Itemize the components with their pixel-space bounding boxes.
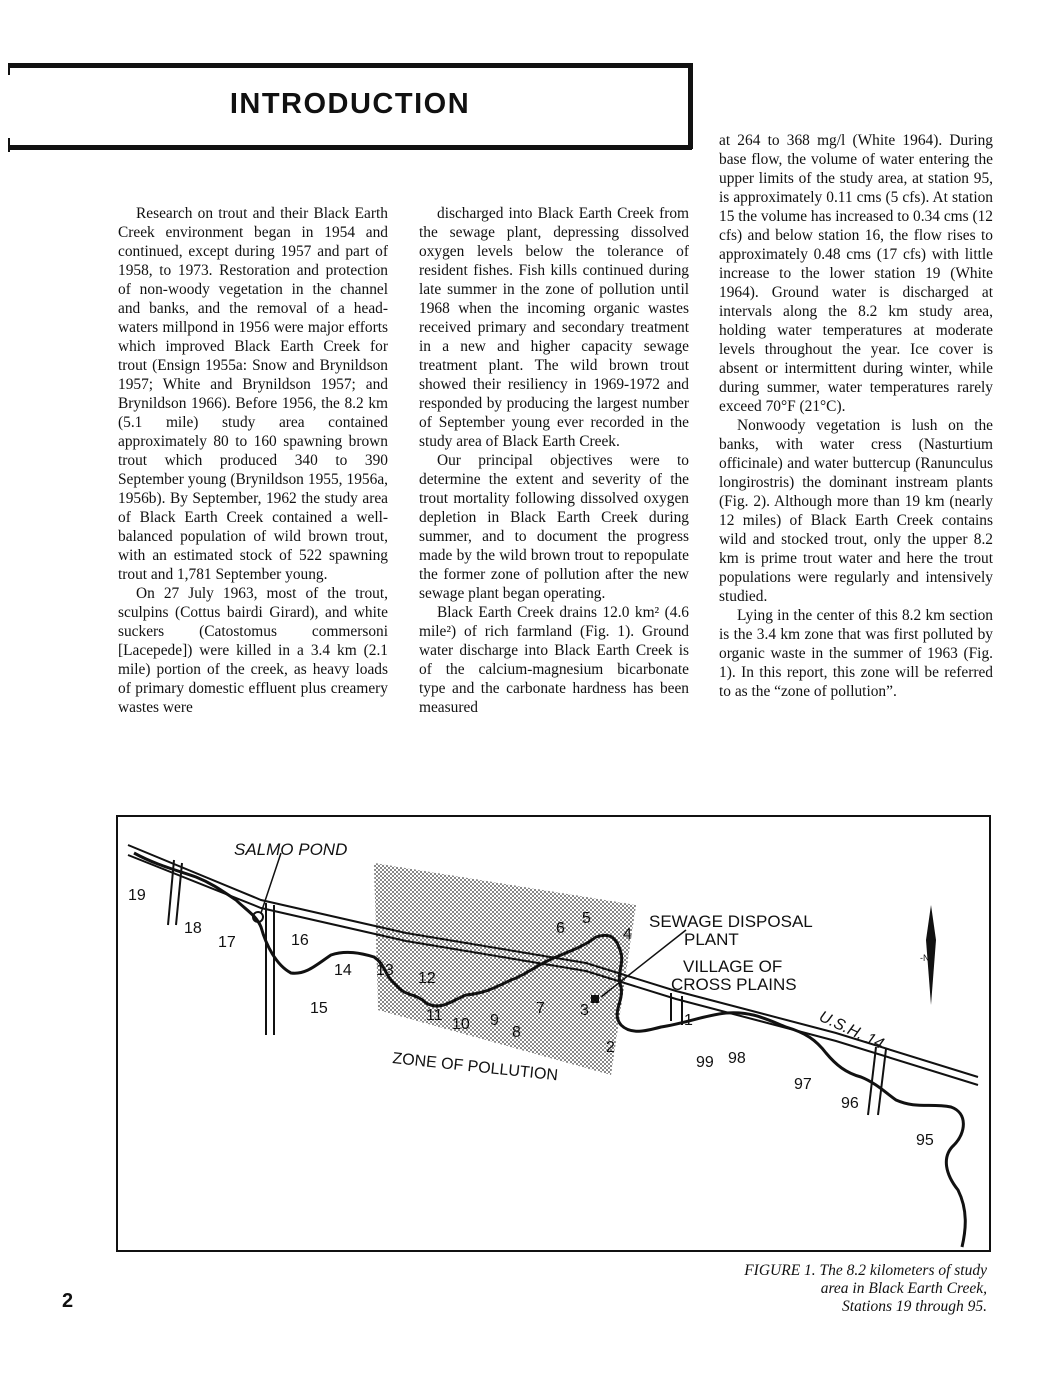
station-label: 19 bbox=[128, 887, 146, 904]
station-label: 15 bbox=[310, 1000, 328, 1017]
station-label: 96 bbox=[841, 1095, 859, 1112]
study-area-map bbox=[116, 815, 991, 1252]
station-label: 8 bbox=[512, 1024, 521, 1041]
station-label: 16 bbox=[291, 932, 309, 949]
caption-line: FIGURE 1. The 8.2 kilometers of study bbox=[744, 1262, 987, 1279]
text-column-3 bbox=[719, 131, 993, 701]
caption-line: Stations 19 through 95. bbox=[842, 1298, 987, 1315]
station-label: 2 bbox=[606, 1039, 615, 1056]
station-label: 9 bbox=[490, 1012, 499, 1029]
station-label: 5 bbox=[582, 910, 591, 927]
station-label: 7 bbox=[536, 1000, 545, 1017]
paragraph: discharged into Black Earth Creek from the sewage plant, depressing dissolved oxygen levels below the tolerance of resident fishes. Fish kills continued during late summer in the zone of pollution until 1968 when the incoming organic wastes received primary and secondary treatment in a new and higher capacity sewage treatment plant. The wild brown trout showed their resiliency in 1969-1972 and responded by producing the largest number of September young ever recorded in the study area of Black Earth Creek. bbox=[419, 205, 689, 450]
heading-rule-top bbox=[8, 63, 692, 68]
page-heading: INTRODUCTION bbox=[229, 88, 471, 120]
station-label: 10 bbox=[452, 1016, 470, 1033]
station-label: 12 bbox=[418, 970, 436, 987]
station-label: 3 bbox=[580, 1002, 589, 1019]
sewage-plant-icon bbox=[591, 995, 599, 1003]
village-label: VILLAGE OF bbox=[683, 957, 783, 976]
caption-line: area in Black Earth Creek, bbox=[820, 1280, 987, 1297]
salmo-pond-label: SALMO POND bbox=[234, 840, 348, 859]
station-label: 13 bbox=[376, 962, 394, 979]
paragraph: Nonwoody vegetation is lush on the banks, with water cress (Nasturtium officinale) and water buttercup (Ranunculus longirostris) the dominant instream plants (Fig. 2). Although more than 19 km (nearly 12 miles) of Black Earth Creek contains wild and stocked trout, only the upper 8.2 km is prime trout water and here the trout populations were regularly and intensively studied. bbox=[719, 417, 993, 605]
station-label: 98 bbox=[728, 1050, 746, 1067]
station-label: 14 bbox=[334, 962, 352, 979]
paragraph: Our principal objectives were to determine the extent and severity of the trout mortality following dissolved oxygen depletion in Black Earth Creek during summer, and to document the progress made by the wild brown trout to repopulate the former zone of pollution after the new sewage plant began operating. bbox=[419, 452, 689, 602]
text-column-1 bbox=[118, 204, 388, 717]
page-number: 2 bbox=[62, 1290, 74, 1312]
north-label: -N- bbox=[920, 953, 933, 963]
text-column-2 bbox=[419, 204, 689, 717]
heading-rule-bottom bbox=[8, 145, 692, 150]
station-label: 6 bbox=[556, 920, 565, 937]
heading-rule-left-tick bbox=[8, 63, 10, 75]
highway-label: U.S.H. 14 bbox=[816, 1008, 887, 1053]
station-label: 11 bbox=[426, 1007, 443, 1024]
paragraph: at 264 to 368 mg/l (White 1964). During base flow, the volume of water entering the upper limits of the study area, at station 95, is approximately 0.11 cms (5 cfs). At station 15 the volume has increased to 0.34 cms (12 cfs) and below station 16, the flow rises to approximately 0.48 cms (17 cfs) with little increase to the lower station 19 (White 1964). Ground water is discharged at intervals along the 8.2 km study area, holding water temperatures at moderate levels throughout the year. Ice cover is absent or intermittent during winter, while during summer, water temperatures rarely exceed 70°F (21°C). bbox=[719, 132, 993, 415]
paragraph: On 27 July 1963, most of the trout, sculpins (Cottus bairdi Girard), and white suckers (Catostomus commersoni [Lacepede]) were killed in a 3.4 km (2.1 mile) portion of the creek, as heavy loads of primary domestic effluent plus creamery wastes were bbox=[118, 585, 388, 716]
village-label-2: CROSS PLAINS bbox=[671, 975, 797, 994]
paragraph: Black Earth Creek drains 12.0 km² (4.6 mile²) of rich farmland (Fig. 1). Ground water discharge into Black Earth Creek is of the calcium-magnesium bicarbonate type and the carbonate hardness has been measured bbox=[419, 604, 689, 716]
station-label: 99 bbox=[696, 1054, 714, 1071]
station-label: 18 bbox=[184, 920, 202, 937]
pollution-zone-shading bbox=[374, 863, 636, 1075]
figure-caption bbox=[640, 1262, 987, 1316]
sewage-plant-label-2: PLANT bbox=[684, 930, 739, 949]
pollution-zone-label: ZONE OF POLLUTION bbox=[391, 1050, 559, 1085]
station-label: 97 bbox=[794, 1076, 812, 1093]
station-label: 95 bbox=[916, 1132, 934, 1149]
heading-rule-left-tick-2 bbox=[8, 138, 10, 152]
station-label: 4 bbox=[623, 926, 632, 943]
paragraph: Research on trout and their Black Earth Creek environment began in 1954 and continued, except during 1957 and part of 1958, to 1973. Restoration and protection of non-woody vegetation in the channel and banks, and the removal of a head-waters millpond in 1956 were major efforts which improved Black Earth Creek for trout (Ensign 1955a: Snow and Brynildson 1957; White and Brynildson 1957; and Brynildson 1966). Before 1956, the 8.2 km (5.1 mile) study area contained approximately 80 to 160 spawning brown trout which produced 340 to 390 September young (Brynildson 1955, 1956a, 1956b). By September, 1962 the study area of Black Earth Creek contained a well-balanced population of wild brown trout, with an estimated stock of 522 spawning trout and 1,781 September young. bbox=[118, 205, 388, 583]
station-label: 17 bbox=[218, 934, 236, 951]
sewage-plant-label: SEWAGE DISPOSAL bbox=[649, 912, 813, 931]
station-label: 1 bbox=[684, 1012, 693, 1029]
paragraph: Lying in the center of this 8.2 km section is the 3.4 km zone that was first polluted by organic waste in the summer of 1963 (Fig. 1). In this report, this zone will be referred to as the “zone of pollution”. bbox=[719, 607, 993, 700]
